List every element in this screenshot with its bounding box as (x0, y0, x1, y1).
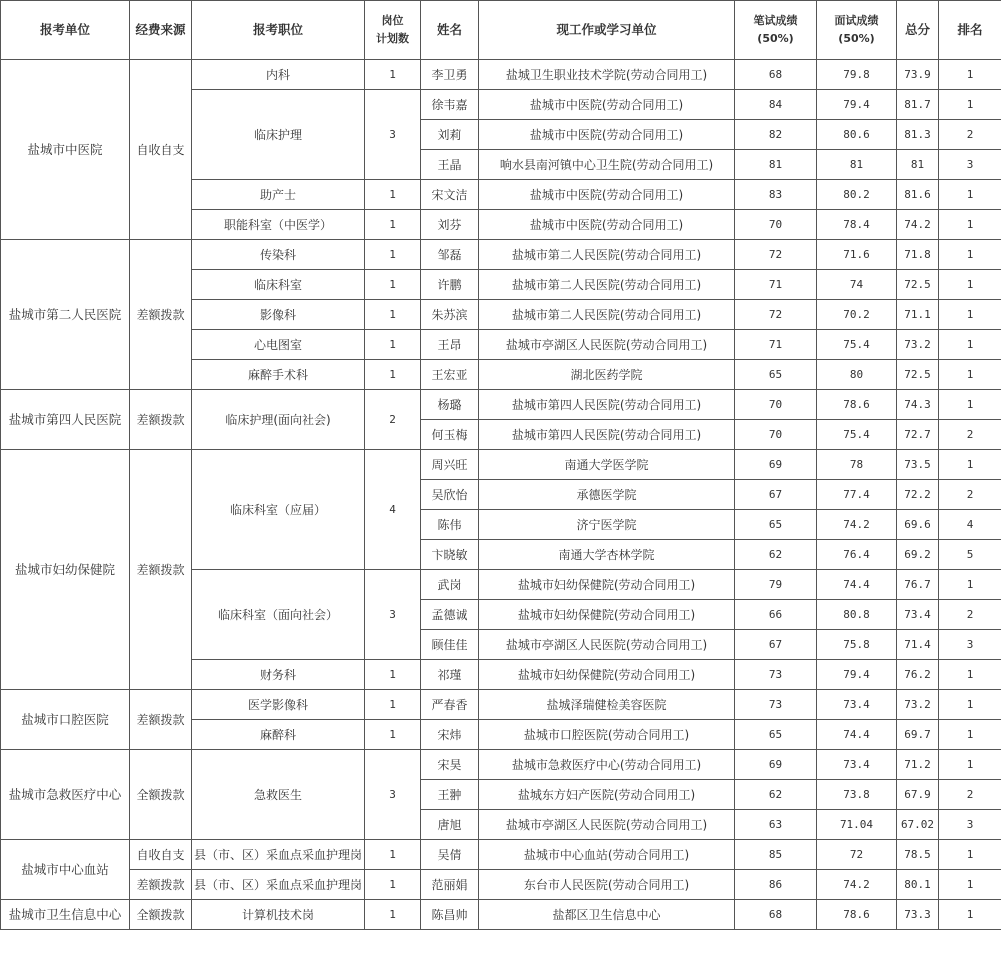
table-row (1, 240, 1001, 270)
total-score-cell: 71.1 (897, 300, 939, 330)
name-cell: 吴倩 (421, 840, 479, 870)
written-score-cell: 62 (735, 780, 817, 810)
table-row (1, 870, 1001, 900)
name-cell: 王晶 (421, 150, 479, 180)
interview-score-cell: 80.8 (817, 600, 897, 630)
interview-score-cell: 74.4 (817, 720, 897, 750)
header-plan-line1: 岗位 (381, 14, 404, 27)
interview-score-cell: 74 (817, 270, 897, 300)
total-score-cell: 81.6 (897, 180, 939, 210)
total-score-cell: 80.1 (897, 870, 939, 900)
written-score-cell: 86 (735, 870, 817, 900)
header-total: 总分 (897, 1, 939, 60)
table-row (1, 390, 1001, 420)
name-cell: 李卫勇 (421, 60, 479, 90)
workplace-cell: 盐城市中医院(劳动合同用工) (479, 210, 735, 240)
workplace-cell: 盐城泽瑞健检美容医院 (479, 690, 735, 720)
written-score-cell: 62 (735, 540, 817, 570)
table-row (1, 60, 1001, 90)
plan-count-cell: 1 (365, 720, 421, 750)
name-cell: 徐韦嘉 (421, 90, 479, 120)
plan-count-cell: 3 (365, 750, 421, 840)
total-score-cell: 69.2 (897, 540, 939, 570)
written-score-cell: 72 (735, 240, 817, 270)
written-score-cell: 68 (735, 60, 817, 90)
written-score-cell: 65 (735, 720, 817, 750)
table-row (1, 840, 1001, 870)
written-score-cell: 70 (735, 390, 817, 420)
interview-score-cell: 71.04 (817, 810, 897, 840)
written-score-cell: 73 (735, 690, 817, 720)
workplace-cell: 响水县南河镇中心卫生院(劳动合同用工) (479, 150, 735, 180)
name-cell: 宋炜 (421, 720, 479, 750)
interview-score-cell: 80.2 (817, 180, 897, 210)
workplace-cell: 盐城卫生职业技术学院(劳动合同用工) (479, 60, 735, 90)
interview-score-cell: 73.4 (817, 750, 897, 780)
written-score-cell: 79 (735, 570, 817, 600)
table-row (1, 900, 1001, 930)
written-score-cell: 65 (735, 360, 817, 390)
total-score-cell: 72.5 (897, 270, 939, 300)
rank-cell: 1 (939, 900, 1001, 930)
rank-cell: 5 (939, 540, 1001, 570)
written-score-cell: 70 (735, 210, 817, 240)
total-score-cell: 76.2 (897, 660, 939, 690)
interview-score-cell: 78 (817, 450, 897, 480)
interview-score-cell: 78.6 (817, 390, 897, 420)
unit-cell: 盐城市口腔医院 (1, 690, 130, 750)
name-cell: 周兴旺 (421, 450, 479, 480)
workplace-cell: 盐城市急救医疗中心(劳动合同用工) (479, 750, 735, 780)
rank-cell: 3 (939, 810, 1001, 840)
position-cell: 助产士 (192, 180, 365, 210)
name-cell: 王宏亚 (421, 360, 479, 390)
rank-cell: 1 (939, 570, 1001, 600)
position-cell: 急救医生 (192, 750, 365, 840)
total-score-cell: 81 (897, 150, 939, 180)
name-cell: 孟德诚 (421, 600, 479, 630)
position-cell: 影像科 (192, 300, 365, 330)
interview-score-cell: 73.4 (817, 690, 897, 720)
header-name: 姓名 (421, 1, 479, 60)
total-score-cell: 73.4 (897, 600, 939, 630)
funding-cell: 全额拨款 (130, 750, 192, 840)
written-score-cell: 67 (735, 630, 817, 660)
position-cell: 麻醉手术科 (192, 360, 365, 390)
rank-cell: 2 (939, 120, 1001, 150)
workplace-cell: 盐城市亭湖区人民医院(劳动合同用工) (479, 630, 735, 660)
plan-count-cell: 1 (365, 240, 421, 270)
total-score-cell: 76.7 (897, 570, 939, 600)
written-score-cell: 85 (735, 840, 817, 870)
workplace-cell: 盐城市中医院(劳动合同用工) (479, 90, 735, 120)
interview-score-cell: 70.2 (817, 300, 897, 330)
total-score-cell: 73.2 (897, 330, 939, 360)
position-cell: 心电图室 (192, 330, 365, 360)
interview-score-cell: 77.4 (817, 480, 897, 510)
rank-cell: 2 (939, 600, 1001, 630)
rank-cell: 1 (939, 360, 1001, 390)
workplace-cell: 盐城市妇幼保健院(劳动合同用工) (479, 660, 735, 690)
workplace-cell: 盐城东方妇产医院(劳动合同用工) (479, 780, 735, 810)
total-score-cell: 67.9 (897, 780, 939, 810)
plan-count-cell: 3 (365, 570, 421, 660)
name-cell: 杨璐 (421, 390, 479, 420)
total-score-cell: 69.7 (897, 720, 939, 750)
interview-score-cell: 79.8 (817, 60, 897, 90)
name-cell: 王翀 (421, 780, 479, 810)
interview-score-cell: 76.4 (817, 540, 897, 570)
rank-cell: 1 (939, 390, 1001, 420)
total-score-cell: 74.3 (897, 390, 939, 420)
written-score-cell: 69 (735, 450, 817, 480)
unit-cell: 盐城市中医院 (1, 60, 130, 240)
total-score-cell: 74.2 (897, 210, 939, 240)
unit-cell: 盐城市中心血站 (1, 840, 130, 900)
interview-score-cell: 78.6 (817, 900, 897, 930)
total-score-cell: 71.2 (897, 750, 939, 780)
name-cell: 严春香 (421, 690, 479, 720)
total-score-cell: 72.5 (897, 360, 939, 390)
rank-cell: 1 (939, 660, 1001, 690)
interview-score-cell: 79.4 (817, 90, 897, 120)
funding-cell: 全额拨款 (130, 900, 192, 930)
interview-score-cell: 73.8 (817, 780, 897, 810)
workplace-cell: 盐城市亭湖区人民医院(劳动合同用工) (479, 330, 735, 360)
written-score-cell: 83 (735, 180, 817, 210)
plan-count-cell: 1 (365, 360, 421, 390)
rank-cell: 1 (939, 210, 1001, 240)
header-interview (817, 1, 897, 60)
position-cell: 麻醉科 (192, 720, 365, 750)
funding-cell: 差额拨款 (130, 690, 192, 750)
total-score-cell: 72.7 (897, 420, 939, 450)
funding-cell: 差额拨款 (130, 390, 192, 450)
total-score-cell: 73.2 (897, 690, 939, 720)
total-score-cell: 78.5 (897, 840, 939, 870)
rank-cell: 1 (939, 90, 1001, 120)
position-cell: 临床科室（面向社会） (192, 570, 365, 660)
rank-cell: 1 (939, 450, 1001, 480)
position-cell: 县（市、区）采血点采血护理岗 (192, 870, 365, 900)
workplace-cell: 济宁医学院 (479, 510, 735, 540)
rank-cell: 1 (939, 180, 1001, 210)
written-score-cell: 63 (735, 810, 817, 840)
total-score-cell: 81.3 (897, 120, 939, 150)
table-row (1, 450, 1001, 480)
funding-cell: 自收自支 (130, 840, 192, 870)
header-written (735, 1, 817, 60)
total-score-cell: 71.8 (897, 240, 939, 270)
position-cell: 财务科 (192, 660, 365, 690)
position-cell: 县（市、区）采血点采血护理岗 (192, 840, 365, 870)
interview-score-cell: 71.6 (817, 240, 897, 270)
total-score-cell: 72.2 (897, 480, 939, 510)
workplace-cell: 盐城市第二人民医院(劳动合同用工) (479, 270, 735, 300)
workplace-cell: 盐城市妇幼保健院(劳动合同用工) (479, 570, 735, 600)
workplace-cell: 盐城市亭湖区人民医院(劳动合同用工) (479, 810, 735, 840)
written-score-cell: 82 (735, 120, 817, 150)
rank-cell: 3 (939, 630, 1001, 660)
plan-count-cell: 2 (365, 390, 421, 450)
name-cell: 宋文洁 (421, 180, 479, 210)
name-cell: 唐旭 (421, 810, 479, 840)
plan-count-cell: 1 (365, 900, 421, 930)
interview-score-cell: 74.2 (817, 510, 897, 540)
funding-cell: 差额拨款 (130, 870, 192, 900)
rank-cell: 1 (939, 60, 1001, 90)
written-score-cell: 73 (735, 660, 817, 690)
position-cell: 临床护理 (192, 90, 365, 180)
header-row (1, 1, 1001, 60)
funding-cell: 差额拨款 (130, 240, 192, 390)
name-cell: 祁瑾 (421, 660, 479, 690)
name-cell: 陈昌帅 (421, 900, 479, 930)
header-written-line2: (50%) (757, 32, 794, 45)
interview-score-cell: 81 (817, 150, 897, 180)
unit-cell: 盐城市第四人民医院 (1, 390, 130, 450)
rank-cell: 1 (939, 300, 1001, 330)
header-plan-line2: 计划数 (376, 32, 409, 45)
plan-count-cell: 1 (365, 690, 421, 720)
workplace-cell: 盐都区卫生信息中心 (479, 900, 735, 930)
position-cell: 医学影像科 (192, 690, 365, 720)
plan-count-cell: 1 (365, 840, 421, 870)
total-score-cell: 71.4 (897, 630, 939, 660)
interview-score-cell: 75.4 (817, 420, 897, 450)
unit-cell: 盐城市第二人民医院 (1, 240, 130, 390)
rank-cell: 1 (939, 840, 1001, 870)
workplace-cell: 盐城市中心血站(劳动合同用工) (479, 840, 735, 870)
plan-count-cell: 1 (365, 180, 421, 210)
interview-score-cell: 74.2 (817, 870, 897, 900)
plan-count-cell: 1 (365, 300, 421, 330)
workplace-cell: 盐城市中医院(劳动合同用工) (479, 120, 735, 150)
position-cell: 临床科室 (192, 270, 365, 300)
name-cell: 何玉梅 (421, 420, 479, 450)
position-cell: 职能科室（中医学） (192, 210, 365, 240)
position-cell: 临床科室（应届） (192, 450, 365, 570)
position-cell: 计算机技术岗 (192, 900, 365, 930)
header-interview-line2: (50%) (838, 32, 875, 45)
unit-cell: 盐城市卫生信息中心 (1, 900, 130, 930)
interview-score-cell: 75.4 (817, 330, 897, 360)
rank-cell: 2 (939, 480, 1001, 510)
rank-cell: 2 (939, 780, 1001, 810)
plan-count-cell: 1 (365, 330, 421, 360)
funding-cell: 差额拨款 (130, 450, 192, 690)
plan-count-cell: 3 (365, 90, 421, 180)
name-cell: 顾佳佳 (421, 630, 479, 660)
written-score-cell: 68 (735, 900, 817, 930)
total-score-cell: 67.02 (897, 810, 939, 840)
rank-cell: 4 (939, 510, 1001, 540)
rank-cell: 1 (939, 240, 1001, 270)
written-score-cell: 70 (735, 420, 817, 450)
plan-count-cell: 4 (365, 450, 421, 570)
rank-cell: 1 (939, 750, 1001, 780)
interview-score-cell: 80.6 (817, 120, 897, 150)
header-funding: 经费来源 (130, 1, 192, 60)
interview-score-cell: 72 (817, 840, 897, 870)
workplace-cell: 南通大学医学院 (479, 450, 735, 480)
workplace-cell: 盐城市妇幼保健院(劳动合同用工) (479, 600, 735, 630)
header-written-line1: 笔试成绩 (753, 14, 798, 27)
rank-cell: 1 (939, 720, 1001, 750)
total-score-cell: 73.5 (897, 450, 939, 480)
written-score-cell: 69 (735, 750, 817, 780)
name-cell: 刘芬 (421, 210, 479, 240)
workplace-cell: 盐城市第四人民医院(劳动合同用工) (479, 420, 735, 450)
total-score-cell: 73.9 (897, 60, 939, 90)
rank-cell: 2 (939, 420, 1001, 450)
written-score-cell: 65 (735, 510, 817, 540)
workplace-cell: 盐城市第四人民医院(劳动合同用工) (479, 390, 735, 420)
funding-cell: 自收自支 (130, 60, 192, 240)
written-score-cell: 71 (735, 270, 817, 300)
interview-score-cell: 79.4 (817, 660, 897, 690)
rank-cell: 1 (939, 870, 1001, 900)
table-row (1, 750, 1001, 780)
workplace-cell: 盐城市第二人民医院(劳动合同用工) (479, 240, 735, 270)
name-cell: 刘莉 (421, 120, 479, 150)
name-cell: 吴欣怡 (421, 480, 479, 510)
rank-cell: 1 (939, 330, 1001, 360)
workplace-cell: 盐城市中医院(劳动合同用工) (479, 180, 735, 210)
name-cell: 卞晓敏 (421, 540, 479, 570)
name-cell: 邹磊 (421, 240, 479, 270)
written-score-cell: 66 (735, 600, 817, 630)
header-plan (365, 1, 421, 60)
name-cell: 许鹏 (421, 270, 479, 300)
name-cell: 武岗 (421, 570, 479, 600)
workplace-cell: 南通大学杏林学院 (479, 540, 735, 570)
table-row (1, 690, 1001, 720)
rank-cell: 1 (939, 690, 1001, 720)
header-workplace: 现工作或学习单位 (479, 1, 735, 60)
workplace-cell: 盐城市口腔医院(劳动合同用工) (479, 720, 735, 750)
plan-count-cell: 1 (365, 60, 421, 90)
workplace-cell: 湖北医药学院 (479, 360, 735, 390)
workplace-cell: 承德医学院 (479, 480, 735, 510)
name-cell: 王昂 (421, 330, 479, 360)
name-cell: 范丽娟 (421, 870, 479, 900)
interview-score-cell: 78.4 (817, 210, 897, 240)
name-cell: 陈伟 (421, 510, 479, 540)
rank-cell: 1 (939, 270, 1001, 300)
rank-cell: 3 (939, 150, 1001, 180)
plan-count-cell: 1 (365, 210, 421, 240)
written-score-cell: 67 (735, 480, 817, 510)
plan-count-cell: 1 (365, 870, 421, 900)
plan-count-cell: 1 (365, 660, 421, 690)
header-unit: 报考单位 (1, 1, 130, 60)
position-cell: 临床护理(面向社会) (192, 390, 365, 450)
interview-score-cell: 74.4 (817, 570, 897, 600)
total-score-cell: 73.3 (897, 900, 939, 930)
position-cell: 内科 (192, 60, 365, 90)
unit-cell: 盐城市急救医疗中心 (1, 750, 130, 840)
header-rank: 排名 (939, 1, 1001, 60)
position-cell: 传染科 (192, 240, 365, 270)
workplace-cell: 东台市人民医院(劳动合同用工) (479, 870, 735, 900)
total-score-cell: 81.7 (897, 90, 939, 120)
total-score-cell: 69.6 (897, 510, 939, 540)
written-score-cell: 84 (735, 90, 817, 120)
interview-score-cell: 75.8 (817, 630, 897, 660)
workplace-cell: 盐城市第二人民医院(劳动合同用工) (479, 300, 735, 330)
plan-count-cell: 1 (365, 270, 421, 300)
written-score-cell: 72 (735, 300, 817, 330)
name-cell: 朱苏滨 (421, 300, 479, 330)
interview-score-cell: 80 (817, 360, 897, 390)
written-score-cell: 71 (735, 330, 817, 360)
written-score-cell: 81 (735, 150, 817, 180)
header-interview-line1: 面试成绩 (834, 14, 879, 27)
unit-cell: 盐城市妇幼保健院 (1, 450, 130, 690)
name-cell: 宋昊 (421, 750, 479, 780)
header-position: 报考职位 (192, 1, 365, 60)
